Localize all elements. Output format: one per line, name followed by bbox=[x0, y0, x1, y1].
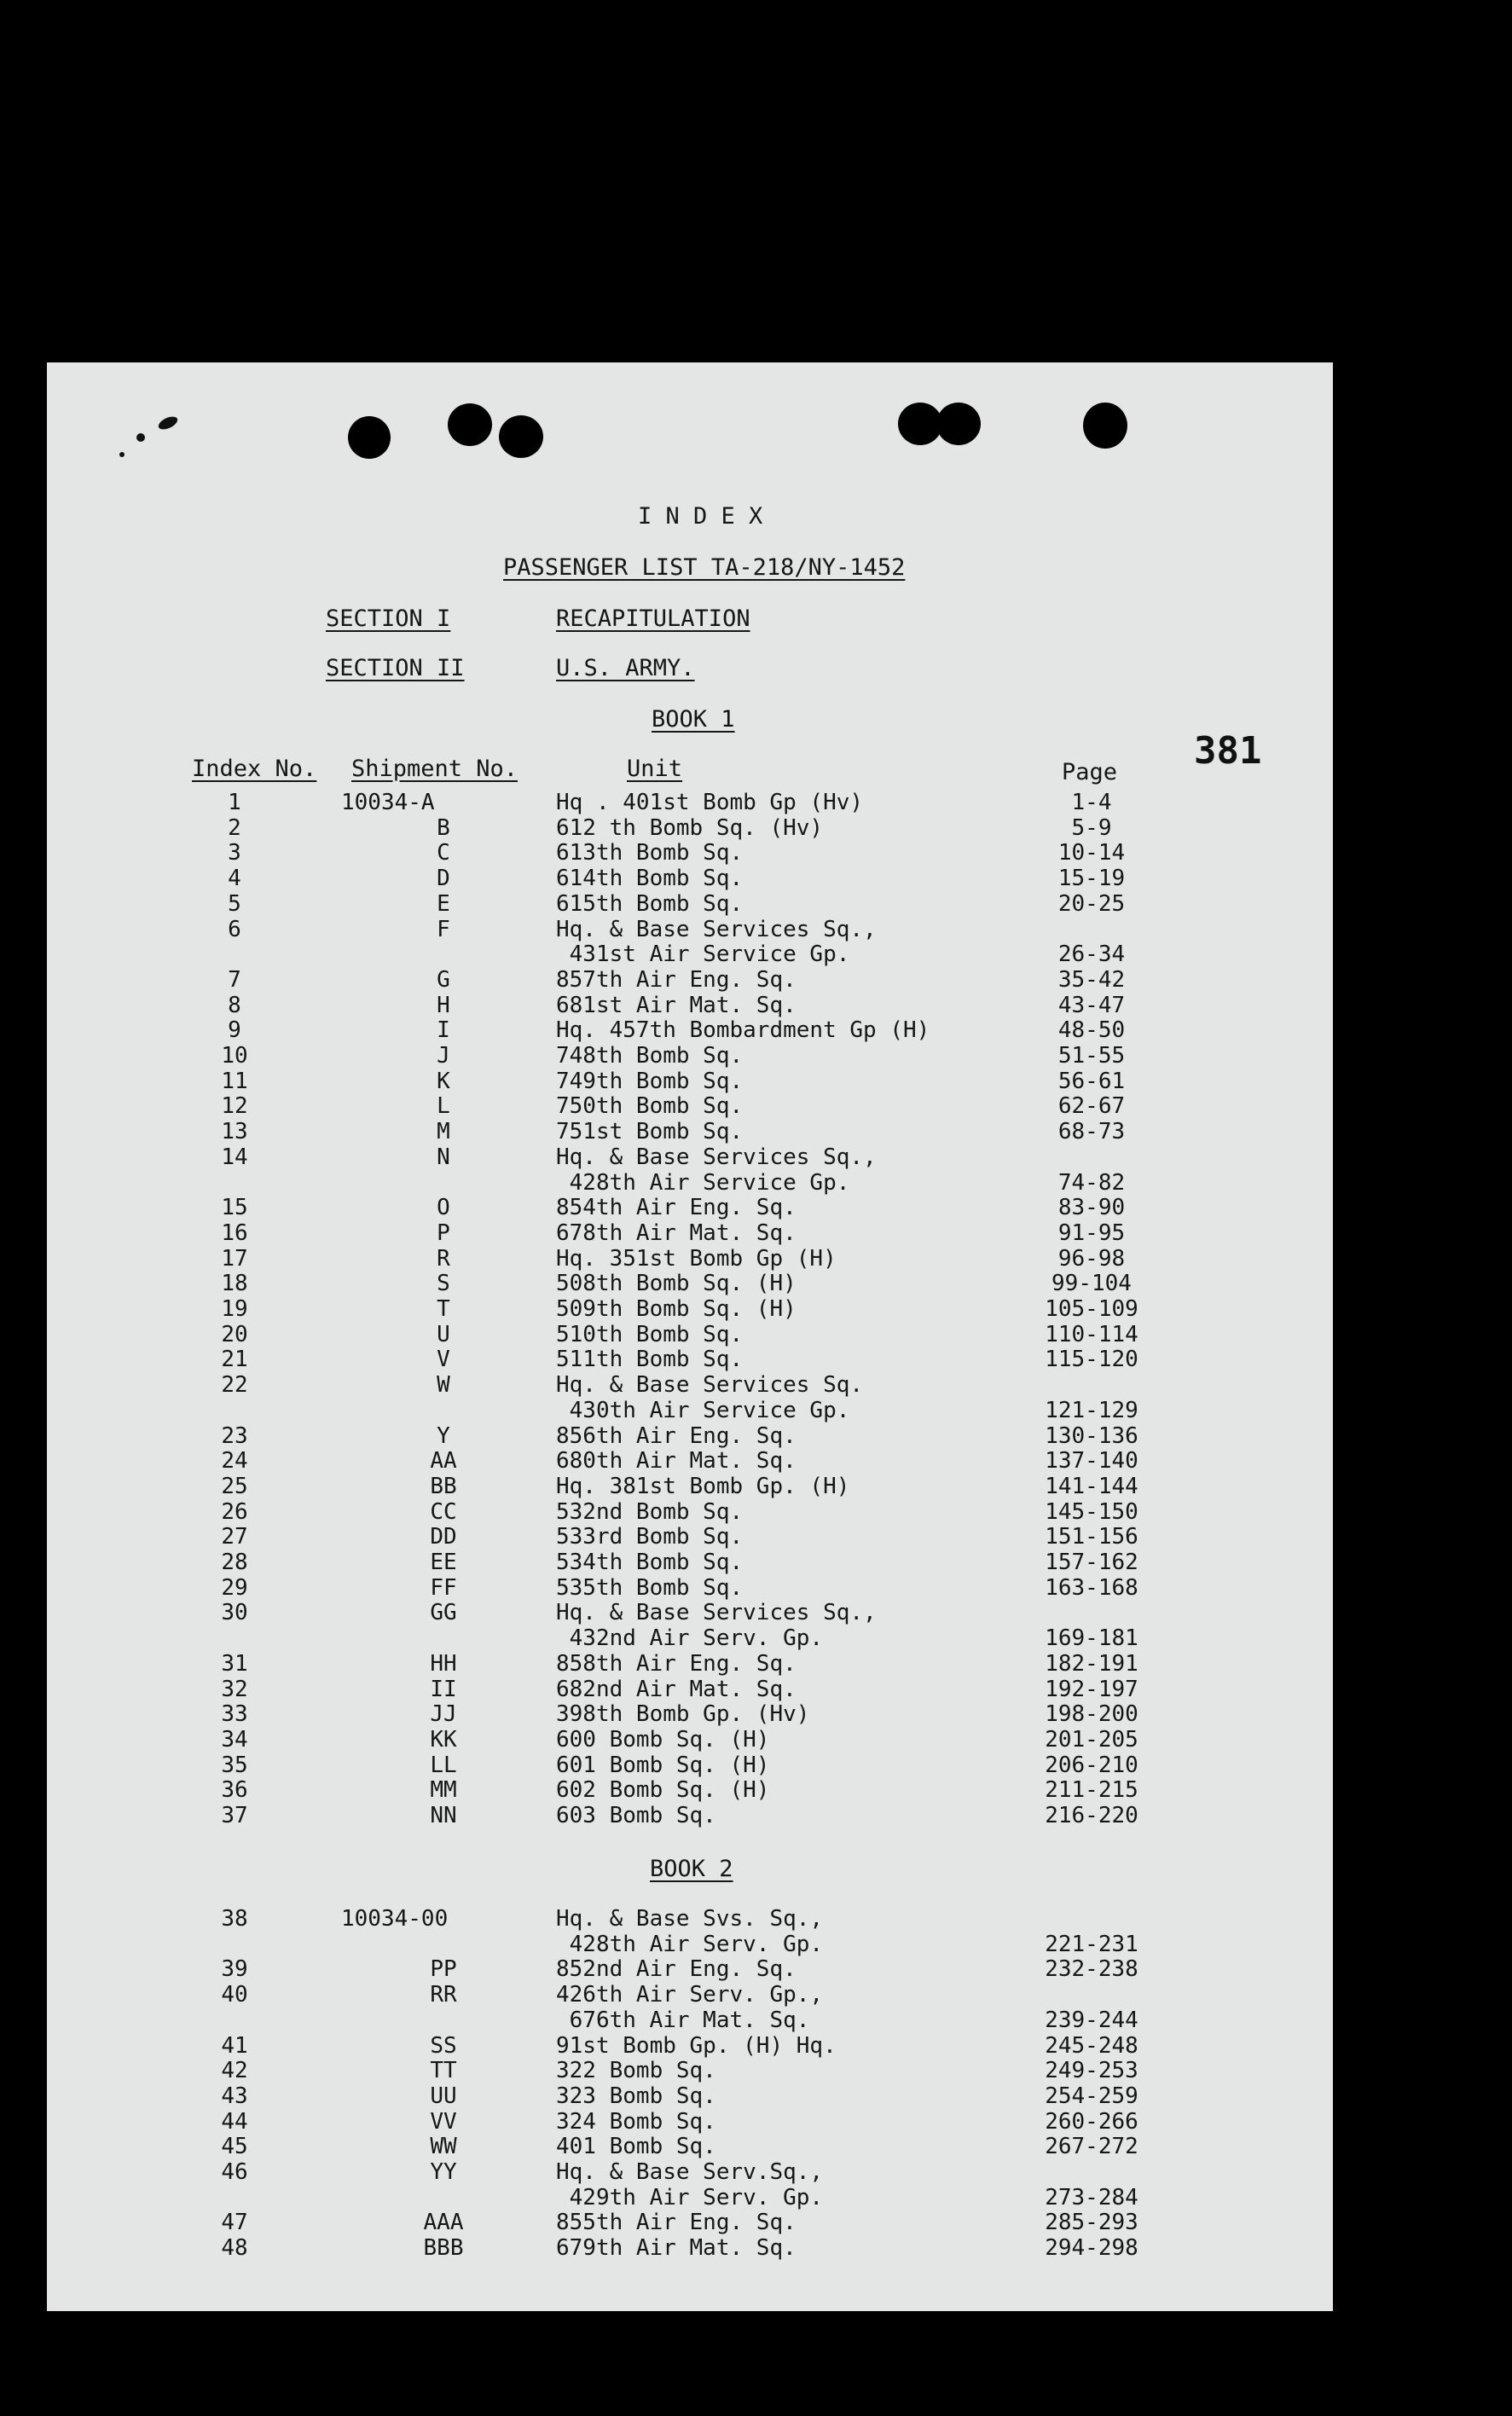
index-cell: 33 bbox=[221, 1701, 248, 1728]
page-cell: 232-238 bbox=[1045, 1956, 1138, 1983]
unit-cell: 855th Air Eng. Sq. bbox=[556, 2210, 797, 2236]
table-row bbox=[0, 994, 1512, 1018]
shipment-cell: E bbox=[437, 890, 450, 917]
page-cell: 110-114 bbox=[1045, 1321, 1138, 1347]
index-cell: 4 bbox=[228, 866, 241, 892]
unit-cell: Hq. & Base Services Sq., bbox=[556, 1600, 877, 1626]
page-cell: 216-220 bbox=[1045, 1803, 1138, 1828]
table-row bbox=[0, 2060, 1512, 2083]
page-cell: 68-73 bbox=[1057, 1119, 1126, 1145]
unit-cell: 428th Air Service Gp. bbox=[556, 1169, 850, 1196]
unit-cell: 511th Bomb Sq. bbox=[556, 1347, 744, 1373]
ink-mark bbox=[119, 452, 125, 457]
table-row bbox=[0, 1678, 1512, 1702]
unit-cell: 535th Bomb Sq. bbox=[556, 1574, 744, 1601]
punch-hole bbox=[499, 415, 543, 458]
table-row bbox=[0, 1245, 1512, 1272]
index-cell: 21 bbox=[221, 1347, 248, 1373]
shipment-cell: AAA bbox=[423, 2210, 464, 2236]
index-cell: 30 bbox=[221, 1600, 248, 1626]
page-cell: 273-284 bbox=[1045, 2184, 1138, 2210]
column-header-unit: Unit bbox=[627, 756, 683, 782]
table-row bbox=[0, 2135, 1512, 2159]
table-row bbox=[0, 1908, 1512, 1932]
unit-cell: Hq . 401st Bomb Gp (Hv) bbox=[556, 790, 864, 815]
table-row bbox=[0, 1321, 1512, 1347]
shipment-cell: WW bbox=[430, 2134, 457, 2160]
page-cell: 130-136 bbox=[1045, 1422, 1138, 1449]
index-cell: 18 bbox=[221, 1271, 248, 1297]
shipment-cell: II bbox=[430, 1676, 457, 1702]
page-cell: 1-4 bbox=[1071, 790, 1112, 815]
index-cell: 37 bbox=[221, 1803, 248, 1828]
page-cell: 157-162 bbox=[1045, 1550, 1138, 1575]
page-cell: 43-47 bbox=[1057, 992, 1126, 1018]
unit-cell: 508th Bomb Sq. (H) bbox=[556, 1271, 797, 1297]
page-cell: 10-14 bbox=[1057, 840, 1126, 866]
page-cell: 206-210 bbox=[1045, 1752, 1138, 1778]
index-cell: 15 bbox=[221, 1195, 248, 1221]
page-cell: 115-120 bbox=[1045, 1347, 1138, 1373]
unit-cell: 750th Bomb Sq. bbox=[556, 1093, 744, 1120]
page-cell: 48-50 bbox=[1057, 1017, 1126, 1044]
index-cell: 17 bbox=[221, 1245, 248, 1272]
table-row bbox=[0, 1498, 1512, 1525]
table-row bbox=[0, 1272, 1512, 1296]
index-cell: 8 bbox=[228, 992, 241, 1018]
shipment-cell: VV bbox=[430, 2108, 457, 2135]
punch-hole bbox=[448, 403, 492, 446]
table-row bbox=[0, 2009, 1512, 2033]
table-row bbox=[0, 1475, 1512, 1499]
shipment-cell: KK bbox=[430, 1726, 457, 1753]
page-cell: 192-197 bbox=[1045, 1676, 1138, 1702]
index-cell: 31 bbox=[221, 1650, 248, 1677]
shipment-cell: BBB bbox=[423, 2235, 464, 2262]
table-row bbox=[0, 842, 1512, 866]
table-row bbox=[0, 1121, 1512, 1144]
shipment-cell: MM bbox=[430, 1777, 457, 1804]
unit-cell: 91st Bomb Gp. (H) Hq. bbox=[556, 2032, 837, 2059]
unit-cell: 603 Bomb Sq. bbox=[556, 1803, 716, 1828]
index-cell: 2 bbox=[228, 814, 241, 841]
table-row bbox=[0, 1348, 1512, 1372]
index-cell: 32 bbox=[221, 1676, 248, 1702]
index-cell: 39 bbox=[221, 1956, 248, 1983]
shipment-cell: J bbox=[437, 1043, 450, 1069]
page-cell: 145-150 bbox=[1045, 1498, 1138, 1525]
page-cell: 56-61 bbox=[1057, 1068, 1126, 1094]
table-row bbox=[0, 1070, 1512, 1094]
page-cell: 137-140 bbox=[1045, 1448, 1138, 1475]
unit-cell: 751st Bomb Sq. bbox=[556, 1119, 744, 1145]
shipment-cell: R bbox=[437, 1245, 450, 1272]
table-row bbox=[0, 1602, 1512, 1625]
book-1-heading: BOOK 1 bbox=[652, 706, 735, 733]
table-row bbox=[0, 1779, 1512, 1803]
index-cell: 26 bbox=[221, 1498, 248, 1525]
index-cell: 34 bbox=[221, 1726, 248, 1753]
page-cell: 96-98 bbox=[1057, 1245, 1126, 1272]
unit-cell: 852nd Air Eng. Sq. bbox=[556, 1956, 797, 1983]
index-cell: 20 bbox=[221, 1321, 248, 1347]
index-cell: 1 bbox=[228, 790, 241, 815]
column-header-shipment: Shipment No. bbox=[351, 756, 518, 782]
column-header-index: Index No. bbox=[192, 756, 317, 782]
shipment-cell: DD bbox=[430, 1524, 457, 1550]
unit-cell: 428th Air Serv. Gp. bbox=[556, 1931, 824, 1957]
page-cell: 74-82 bbox=[1057, 1169, 1126, 1196]
shipment-cell: 10034-A bbox=[341, 790, 435, 815]
section-2-value: U.S. ARMY. bbox=[556, 655, 695, 681]
index-cell: 10 bbox=[221, 1043, 248, 1069]
unit-cell: Hq. 351st Bomb Gp (H) bbox=[556, 1245, 837, 1272]
table-row bbox=[0, 2184, 1512, 2210]
page-cell: 201-205 bbox=[1045, 1726, 1138, 1753]
shipment-cell: Y bbox=[437, 1422, 450, 1449]
book-2-heading: BOOK 2 bbox=[650, 1856, 733, 1882]
page-cell: 285-293 bbox=[1045, 2210, 1138, 2236]
page-cell: 245-248 bbox=[1045, 2032, 1138, 2059]
page-cell: 26-34 bbox=[1057, 941, 1126, 968]
shipment-cell: CC bbox=[430, 1498, 457, 1525]
unit-cell: 510th Bomb Sq. bbox=[556, 1321, 744, 1347]
unit-cell: 749th Bomb Sq. bbox=[556, 1068, 744, 1094]
shipment-cell: S bbox=[437, 1271, 450, 1297]
shipment-cell: L bbox=[437, 1093, 450, 1120]
page-cell: 151-156 bbox=[1045, 1524, 1138, 1550]
unit-cell: 532nd Bomb Sq. bbox=[556, 1498, 744, 1525]
shipment-cell: HH bbox=[430, 1650, 457, 1677]
page-cell: 267-272 bbox=[1045, 2134, 1138, 2160]
shipment-cell: M bbox=[437, 1119, 450, 1145]
table-row bbox=[0, 1650, 1512, 1677]
index-cell: 22 bbox=[221, 1372, 248, 1399]
unit-cell: 431st Air Service Gp. bbox=[556, 941, 850, 968]
page-cell: 260-266 bbox=[1045, 2108, 1138, 2135]
section-1-value: RECAPITULATION bbox=[556, 605, 750, 632]
unit-cell: 429th Air Serv. Gp. bbox=[556, 2184, 824, 2210]
table-row bbox=[0, 1984, 1512, 2008]
table-row bbox=[0, 918, 1512, 942]
index-cell: 28 bbox=[221, 1550, 248, 1575]
index-cell: 3 bbox=[228, 840, 241, 866]
shipment-cell: P bbox=[437, 1220, 450, 1246]
punch-hole bbox=[1083, 403, 1127, 449]
unit-cell: 680th Air Mat. Sq. bbox=[556, 1448, 797, 1475]
table-row bbox=[0, 1574, 1512, 1601]
page-cell: 5-9 bbox=[1071, 814, 1112, 841]
unit-cell: Hq. & Base Services Sq., bbox=[556, 1144, 877, 1170]
table-row bbox=[0, 791, 1512, 815]
index-cell: 14 bbox=[221, 1144, 248, 1170]
unit-cell: 509th Bomb Sq. (H) bbox=[556, 1296, 797, 1322]
unit-cell: Hq. & Base Serv.Sq., bbox=[556, 2159, 824, 2185]
index-cell: 44 bbox=[221, 2108, 248, 2135]
table-row bbox=[0, 1095, 1512, 1119]
shipment-cell: NN bbox=[430, 1803, 457, 1828]
unit-cell: 679th Air Mat. Sq. bbox=[556, 2235, 797, 2262]
unit-cell: 858th Air Eng. Sq. bbox=[556, 1650, 797, 1677]
shipment-cell: U bbox=[437, 1321, 450, 1347]
page-cell: 62-67 bbox=[1057, 1093, 1126, 1120]
page-cell: 51-55 bbox=[1057, 1043, 1126, 1069]
shipment-cell: O bbox=[437, 1195, 450, 1221]
passenger-list-title: PASSENGER LIST TA-218/NY-1452 bbox=[503, 554, 906, 581]
index-title: I N D E X bbox=[638, 503, 763, 530]
index-cell: 36 bbox=[221, 1777, 248, 1804]
page-cell: 249-253 bbox=[1045, 2058, 1138, 2084]
shipment-cell: TT bbox=[430, 2058, 457, 2084]
shipment-cell: W bbox=[437, 1372, 450, 1399]
index-cell: 41 bbox=[221, 2032, 248, 2059]
unit-cell: 323 Bomb Sq. bbox=[556, 2083, 716, 2109]
table-row bbox=[0, 1551, 1512, 1575]
index-cell: 46 bbox=[221, 2159, 248, 2185]
unit-cell: Hq. 457th Bombardment Gp (H) bbox=[556, 1017, 930, 1044]
index-cell: 42 bbox=[221, 2058, 248, 2084]
shipment-cell: BB bbox=[430, 1473, 457, 1499]
index-cell: 6 bbox=[228, 916, 241, 942]
shipment-cell: T bbox=[437, 1296, 450, 1322]
index-cell: 23 bbox=[221, 1422, 248, 1449]
page-cell: 221-231 bbox=[1045, 1931, 1138, 1957]
page-cell: 211-215 bbox=[1045, 1777, 1138, 1804]
unit-cell: 533rd Bomb Sq. bbox=[556, 1524, 744, 1550]
unit-cell: 401 Bomb Sq. bbox=[556, 2134, 716, 2160]
unit-cell: 748th Bomb Sq. bbox=[556, 1043, 744, 1069]
page-cell: 169-181 bbox=[1045, 1625, 1138, 1652]
page-cell: 35-42 bbox=[1057, 966, 1126, 993]
ink-mark bbox=[136, 433, 145, 442]
shipment-cell: AA bbox=[430, 1448, 457, 1475]
table-row bbox=[0, 1146, 1512, 1170]
table-row bbox=[0, 1169, 1512, 1196]
table-row bbox=[0, 2161, 1512, 2185]
table-row bbox=[0, 2108, 1512, 2135]
punch-hole bbox=[348, 416, 391, 459]
page-cell: 99-104 bbox=[1051, 1271, 1132, 1297]
shipment-cell: H bbox=[437, 992, 450, 1018]
table-row bbox=[0, 1726, 1512, 1753]
index-cell: 9 bbox=[228, 1017, 241, 1044]
page-cell: 182-191 bbox=[1045, 1650, 1138, 1677]
page-cell: 254-259 bbox=[1045, 2083, 1138, 2109]
shipment-cell: YY bbox=[430, 2159, 457, 2185]
table-row bbox=[0, 1298, 1512, 1322]
shipment-cell: JJ bbox=[430, 1701, 457, 1728]
shipment-cell: I bbox=[437, 1017, 450, 1044]
punch-hole bbox=[936, 403, 981, 445]
index-cell: 29 bbox=[221, 1574, 248, 1601]
table-row bbox=[0, 867, 1512, 891]
table-row bbox=[0, 1627, 1512, 1651]
shipment-cell: FF bbox=[430, 1574, 457, 1601]
index-cell: 38 bbox=[221, 1906, 248, 1932]
table-row bbox=[0, 966, 1512, 993]
shipment-cell: 10034-00 bbox=[341, 1906, 449, 1932]
shipment-cell: F bbox=[437, 916, 450, 942]
unit-cell: 601 Bomb Sq. (H) bbox=[556, 1752, 770, 1778]
unit-cell: 682nd Air Mat. Sq. bbox=[556, 1676, 797, 1702]
index-cell: 27 bbox=[221, 1524, 248, 1550]
stamped-page-number: 381 bbox=[1194, 729, 1262, 773]
shipment-cell: C bbox=[437, 840, 450, 866]
unit-cell: 614th Bomb Sq. bbox=[556, 866, 744, 892]
page-cell: 198-200 bbox=[1045, 1701, 1138, 1728]
page-cell: 163-168 bbox=[1045, 1574, 1138, 1601]
shipment-cell: EE bbox=[430, 1550, 457, 1575]
table-row bbox=[0, 2237, 1512, 2261]
table-row bbox=[0, 890, 1512, 917]
index-cell: 48 bbox=[221, 2235, 248, 2262]
index-cell: 40 bbox=[221, 1982, 248, 2008]
table-row bbox=[0, 1958, 1512, 1982]
table-row bbox=[0, 943, 1512, 967]
index-cell: 12 bbox=[221, 1093, 248, 1120]
section-1-label: SECTION I bbox=[326, 605, 451, 632]
page-cell: 294-298 bbox=[1045, 2235, 1138, 2262]
unit-cell: 600 Bomb Sq. (H) bbox=[556, 1726, 770, 1753]
shipment-cell: LL bbox=[430, 1752, 457, 1778]
table-row bbox=[0, 2211, 1512, 2235]
table-row bbox=[0, 1019, 1512, 1043]
index-cell: 35 bbox=[221, 1752, 248, 1778]
column-header-page: Page bbox=[1062, 759, 1118, 785]
shipment-cell: D bbox=[437, 866, 450, 892]
table-row bbox=[0, 1526, 1512, 1550]
index-cell: 16 bbox=[221, 1220, 248, 1246]
table-row bbox=[0, 1450, 1512, 1474]
table-row bbox=[0, 1933, 1512, 1957]
shipment-cell: GG bbox=[430, 1600, 457, 1626]
index-cell: 7 bbox=[228, 966, 241, 993]
unit-cell: 426th Air Serv. Gp., bbox=[556, 1982, 824, 2008]
unit-cell: 432nd Air Serv. Gp. bbox=[556, 1625, 824, 1652]
table-row bbox=[0, 1422, 1512, 1449]
unit-cell: 398th Bomb Gp. (Hv) bbox=[556, 1701, 810, 1728]
page-cell: 141-144 bbox=[1045, 1473, 1138, 1499]
shipment-cell: K bbox=[437, 1068, 450, 1094]
unit-cell: 856th Air Eng. Sq. bbox=[556, 1422, 797, 1449]
unit-cell: 681st Air Mat. Sq. bbox=[556, 992, 797, 1018]
unit-cell: 676th Air Mat. Sq. bbox=[556, 2007, 810, 2033]
shipment-cell: B bbox=[437, 814, 450, 841]
index-cell: 13 bbox=[221, 1119, 248, 1145]
index-cell: 24 bbox=[221, 1448, 248, 1475]
index-cell: 43 bbox=[221, 2083, 248, 2109]
table-row bbox=[0, 1045, 1512, 1069]
index-cell: 5 bbox=[228, 890, 241, 917]
page-cell: 105-109 bbox=[1045, 1296, 1138, 1322]
unit-cell: 854th Air Eng. Sq. bbox=[556, 1195, 797, 1221]
unit-cell: 430th Air Service Gp. bbox=[556, 1397, 850, 1423]
table-row bbox=[0, 1754, 1512, 1778]
table-row bbox=[0, 1374, 1512, 1398]
index-cell: 25 bbox=[221, 1473, 248, 1499]
unit-cell: Hq. 381st Bomb Gp. (H) bbox=[556, 1473, 850, 1499]
unit-cell: Hq. & Base Services Sq., bbox=[556, 916, 877, 942]
shipment-cell: PP bbox=[430, 1956, 457, 1983]
table-row bbox=[0, 2032, 1512, 2059]
table-row bbox=[0, 1222, 1512, 1246]
table-row bbox=[0, 1703, 1512, 1727]
unit-cell: Hq. & Base Services Sq. bbox=[556, 1372, 864, 1399]
unit-cell: 322 Bomb Sq. bbox=[556, 2058, 716, 2084]
index-cell: 11 bbox=[221, 1068, 248, 1094]
index-cell: 45 bbox=[221, 2134, 248, 2160]
page-cell: 20-25 bbox=[1057, 890, 1126, 917]
shipment-cell: UU bbox=[430, 2083, 457, 2109]
unit-cell: 534th Bomb Sq. bbox=[556, 1550, 744, 1575]
table-row bbox=[0, 1399, 1512, 1423]
table-row bbox=[0, 814, 1512, 841]
unit-cell: 613th Bomb Sq. bbox=[556, 840, 744, 866]
unit-cell: 602 Bomb Sq. (H) bbox=[556, 1777, 770, 1804]
page-cell: 83-90 bbox=[1057, 1195, 1126, 1221]
shipment-cell: SS bbox=[430, 2032, 457, 2059]
table-row bbox=[0, 2085, 1512, 2109]
shipment-cell: N bbox=[437, 1144, 450, 1170]
shipment-cell: RR bbox=[430, 1982, 457, 2008]
page-cell: 239-244 bbox=[1045, 2007, 1138, 2033]
unit-cell: 615th Bomb Sq. bbox=[556, 890, 744, 917]
table-row bbox=[0, 1805, 1512, 1828]
page-cell: 121-129 bbox=[1045, 1397, 1138, 1423]
unit-cell: 324 Bomb Sq. bbox=[556, 2108, 716, 2135]
unit-cell: Hq. & Base Svs. Sq., bbox=[556, 1906, 824, 1932]
index-cell: 19 bbox=[221, 1296, 248, 1322]
index-cell: 47 bbox=[221, 2210, 248, 2236]
shipment-cell: G bbox=[437, 966, 450, 993]
table-row bbox=[0, 1196, 1512, 1220]
page-cell: 91-95 bbox=[1057, 1220, 1126, 1246]
unit-cell: 857th Air Eng. Sq. bbox=[556, 966, 797, 993]
page-cell: 15-19 bbox=[1057, 866, 1126, 892]
section-2-label: SECTION II bbox=[326, 655, 465, 681]
shipment-cell: V bbox=[437, 1347, 450, 1373]
unit-cell: 612 th Bomb Sq. (Hv) bbox=[556, 814, 824, 841]
unit-cell: 678th Air Mat. Sq. bbox=[556, 1220, 797, 1246]
